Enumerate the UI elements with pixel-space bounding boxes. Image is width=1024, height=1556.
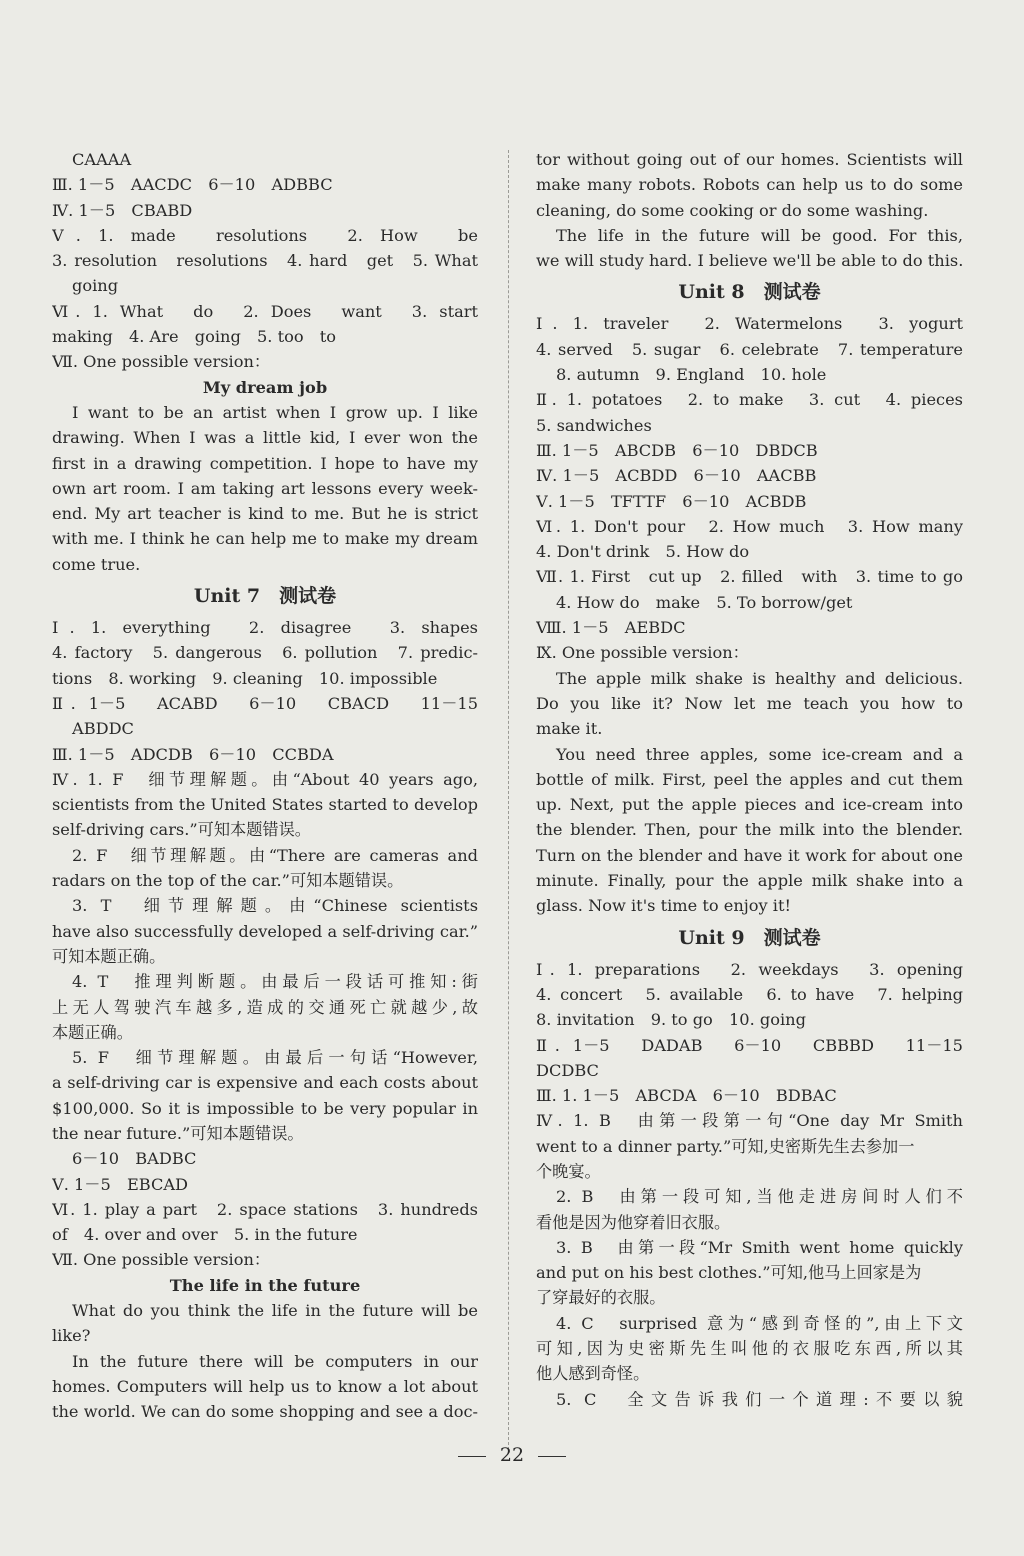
text-line: scientists from the United States started to develop bbox=[52, 795, 478, 815]
text-line: 5. sandwiches bbox=[536, 415, 652, 435]
text-line: 4. concert 5. available 6. to have 7. helping bbox=[536, 984, 963, 1004]
text-line: 8. autumn 9. England 10. hole bbox=[556, 365, 827, 385]
text-line: Ⅶ. 1. First cut up 2. filled with 3. time to go bbox=[536, 567, 963, 587]
text-line: In the future there will be computers in our bbox=[72, 1351, 478, 1371]
text-line: homes. Computers will help us to know a lot about bbox=[52, 1376, 478, 1396]
text-line: first in a drawing competition. I hope to have my bbox=[52, 453, 478, 473]
text-line: going bbox=[72, 276, 119, 296]
text-line: 5. F 细节理解题。由最后一句话“However, bbox=[72, 1048, 478, 1068]
text-line: 可知,因为史密斯先生叫他的衣服吃东西,所以其 bbox=[536, 1339, 963, 1359]
text-line: Ⅱ. 1－5 DADAB 6－10 CBBBD 11－15 bbox=[536, 1035, 963, 1055]
text-line: $100,000. So it is impossible to be very popular in bbox=[52, 1098, 478, 1118]
text-line: Ⅰ. 1. everything 2. disagree 3. shapes bbox=[52, 618, 478, 638]
text-line: tions 8. working 9. cleaning 10. impossible bbox=[52, 668, 438, 688]
text-line: minute. Finally, pour the apple milk shake into a bbox=[536, 871, 963, 891]
text-line: we will study hard. I believe we'll be able to do this. bbox=[536, 251, 963, 271]
text-line: 4. C surprised 意为“感到奇怪的”,由上下文 bbox=[556, 1313, 963, 1333]
text-line: 个晚宴。 bbox=[536, 1161, 601, 1181]
text-line: Ⅳ. 1. F 细节理解题。由“About 40 years ago, bbox=[52, 769, 478, 789]
left-column bbox=[52, 147, 478, 1425]
text-line: 看他是因为他穿着旧衣服。 bbox=[536, 1212, 731, 1232]
text-line: 4. factory 5. dangerous 6. pollution 7. predic- bbox=[52, 643, 478, 663]
text-line: 本题正确。 bbox=[52, 1022, 133, 1042]
text-line: The life in the future bbox=[169, 1275, 361, 1295]
text-line: 5. C 全文告诉我们一个道理:不要以貌 bbox=[556, 1389, 963, 1409]
text-line: Ⅲ. 1－5 AACDC 6－10 ADBBC bbox=[52, 175, 333, 195]
text-line: Ⅸ. One possible version： bbox=[536, 643, 749, 663]
text-line: Ⅲ. 1. 1－5 ABCDA 6－10 BDBAC bbox=[536, 1086, 837, 1106]
text-line: of 4. over and over 5. in the future bbox=[52, 1225, 358, 1245]
text-line: Ⅶ. One possible version： bbox=[52, 1250, 271, 1270]
footer-dash-right bbox=[538, 1456, 566, 1457]
text-line: Ⅷ. 1－5 AEBDC bbox=[536, 618, 686, 638]
text-line: cleaning, do some cooking or do some washing. bbox=[536, 200, 929, 220]
text-line: like? bbox=[52, 1326, 91, 1346]
text-line: 6－10 BADBC bbox=[72, 1149, 197, 1169]
text-line: 4. served 5. sugar 6. celebrate 7. temperature bbox=[536, 339, 963, 359]
text-line: 2. F 细节理解题。由“There are cameras and bbox=[72, 845, 478, 865]
text-line: Ⅳ. 1－5 ACBDD 6－10 AACBB bbox=[536, 466, 817, 486]
text-line: and put on his best clothes.”可知,他马上回家是为 bbox=[536, 1263, 922, 1283]
unit-heading: Unit 8 测试卷 bbox=[678, 281, 821, 304]
text-line: Ⅳ. 1. B 由第一段第一句“One day Mr Smith bbox=[536, 1111, 963, 1131]
text-line: a self-driving car is expensive and each costs about bbox=[52, 1073, 478, 1093]
unit-heading: Unit 9 测试卷 bbox=[678, 926, 821, 949]
text-line: 8. invitation 9. to go 10. going bbox=[536, 1010, 806, 1030]
text-line: come true. bbox=[52, 554, 141, 574]
text-line: have also successfully developed a self-driving car.” bbox=[52, 921, 478, 941]
text-line: 3. B 由第一段“Mr Smith went home quickly bbox=[556, 1237, 963, 1257]
column-divider bbox=[508, 150, 509, 1450]
text-line: The life in the future will be good. For this, bbox=[556, 225, 963, 245]
text-line: up. Next, put the apple pieces and ice-cream into bbox=[536, 795, 963, 815]
page-footer bbox=[0, 1440, 1024, 1470]
text-line: Ⅶ. One possible version： bbox=[52, 352, 271, 372]
text-line: 4. Don't drink 5. How do bbox=[536, 542, 750, 562]
text-line: Ⅴ. 1. made resolutions 2. How be bbox=[52, 225, 478, 245]
text-line: 可知本题正确。 bbox=[52, 946, 166, 966]
text-line: My dream job bbox=[202, 377, 328, 397]
text-line: Ⅵ. 1. Don't pour 2. How much 3. How many bbox=[536, 516, 963, 536]
text-line: Do you like it? Now let me teach you how to bbox=[536, 693, 963, 713]
text-line: Turn on the blender and have it work for about one bbox=[536, 845, 963, 865]
right-column bbox=[536, 147, 963, 1412]
text-line: 4. How do make 5. To borrow/get bbox=[556, 592, 853, 612]
text-line: 上无人驾驶汽车越多,造成的交通死亡就越少,故 bbox=[52, 997, 478, 1017]
text-line: 了穿最好的衣服。 bbox=[536, 1288, 666, 1308]
text-line: Ⅲ. 1－5 ABCDB 6－10 DBDCB bbox=[536, 440, 818, 460]
footer-dash-left bbox=[458, 1456, 486, 1457]
text-line: Ⅰ. 1. traveler 2. Watermelons 3. yogurt bbox=[536, 314, 963, 334]
text-line: 3. resolution resolutions 4. hard get 5. What bbox=[52, 251, 478, 271]
text-line: Ⅴ. 1－5 EBCAD bbox=[52, 1174, 189, 1194]
text-line: own art room. I am taking art lessons every week- bbox=[52, 478, 478, 498]
text-line: CAAAA bbox=[72, 150, 132, 169]
text-line: 4. T 推理判断题。由最后一段话可推知:街 bbox=[72, 972, 478, 992]
text-line: DCDBC bbox=[536, 1060, 599, 1080]
text-line: 2. B 由第一段可知,当他走进房间时人们不 bbox=[556, 1187, 963, 1207]
text-line: the world. We can do some shopping and see a doc- bbox=[52, 1402, 478, 1422]
text-line: 3. T 细节理解题。由“Chinese scientists bbox=[72, 896, 478, 916]
page-number: 22 bbox=[499, 1444, 525, 1466]
text-line: the blender. Then, pour the milk into the blender. bbox=[536, 820, 963, 840]
text-line: make it. bbox=[536, 719, 603, 739]
text-line: radars on the top of the car.”可知本题错误。 bbox=[52, 871, 404, 891]
text-line: You need three apples, some ice-cream and a bbox=[556, 744, 963, 764]
text-line: I want to be an artist when I grow up. I like bbox=[72, 402, 478, 422]
text-line: ABDDC bbox=[72, 719, 134, 739]
text-line: end. My art teacher is kind to me. But he is strict bbox=[52, 504, 478, 524]
text-line: Ⅲ. 1－5 ADCDB 6－10 CCBDA bbox=[52, 744, 334, 764]
text-line: tor without going out of our homes. Scientists will bbox=[536, 150, 963, 169]
text-line: bottle of milk. First, peel the apples and cut them bbox=[536, 769, 963, 789]
text-line: making 4. Are going 5. too to bbox=[52, 327, 337, 347]
text-line: with me. I think he can help me to make my dream bbox=[52, 529, 478, 549]
text-line: Ⅵ. 1. What do 2. Does want 3. start bbox=[52, 301, 478, 321]
text-line: Ⅴ. 1－5 TFTTF 6－10 ACBDB bbox=[536, 491, 807, 511]
text-line: Ⅰ. 1. preparations 2. weekdays 3. opening bbox=[536, 959, 963, 979]
text-line: 他人感到奇怪。 bbox=[536, 1364, 650, 1384]
text-line: The apple milk shake is healthy and delicious. bbox=[556, 668, 963, 688]
text-line: Ⅳ. 1－5 CBABD bbox=[52, 200, 193, 220]
text-line: went to a dinner party.”可知,史密斯先生去参加一 bbox=[536, 1136, 915, 1156]
text-line: Ⅱ. 1. potatoes 2. to make 3. cut 4. pieces bbox=[536, 390, 963, 410]
text-line: self-driving cars.”可知本题错误。 bbox=[52, 820, 311, 840]
text-line: drawing. When I was a little kid, I ever won the bbox=[52, 428, 478, 448]
text-line: glass. Now it's time to enjoy it! bbox=[536, 896, 791, 916]
text-line: the near future.”可知本题错误。 bbox=[52, 1123, 304, 1143]
unit-heading: Unit 7 测试卷 bbox=[193, 585, 337, 608]
text-line: Ⅱ. 1－5 ACABD 6－10 CBACD 11－15 bbox=[52, 693, 478, 713]
text-line: Ⅵ. 1. play a part 2. space stations 3. hundreds bbox=[52, 1199, 478, 1219]
text-line: What do you think the life in the future will be bbox=[72, 1301, 478, 1321]
text-line: make many robots. Robots can help us to do some bbox=[536, 175, 963, 195]
